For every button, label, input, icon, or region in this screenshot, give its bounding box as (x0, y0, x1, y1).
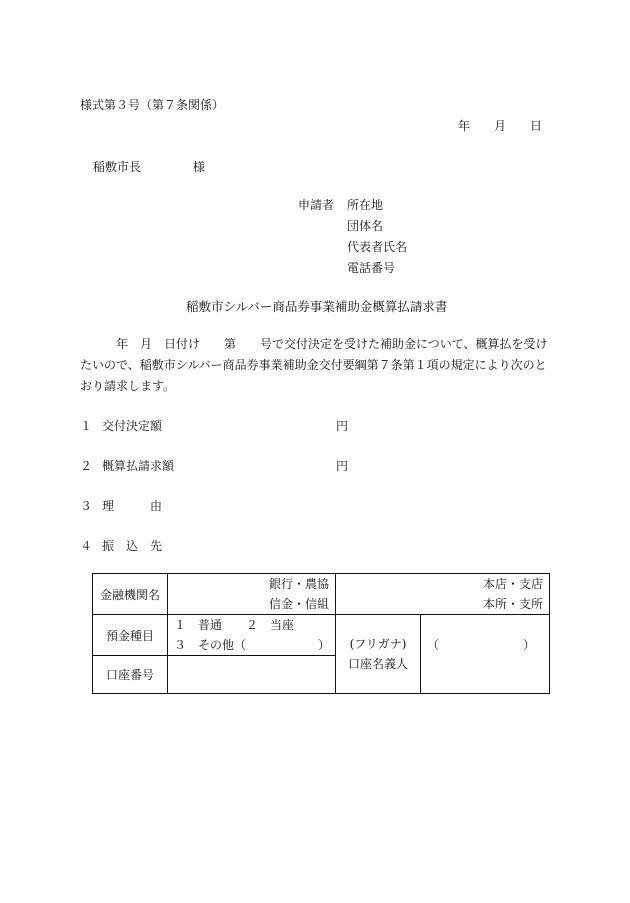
date-line (458, 117, 542, 134)
bank-types-2: 信金・信組 (268, 597, 329, 611)
item-number: ４ (80, 539, 93, 553)
item-number: ３ (80, 499, 93, 513)
account-holder-label: 口座名義人 (347, 657, 408, 671)
branch-types-1: 本店・支店 (482, 577, 543, 591)
branch-type-cell[interactable] (336, 574, 550, 615)
bank-type-cell[interactable] (168, 574, 336, 615)
item-reason (80, 497, 162, 514)
account-holder-cell[interactable] (421, 615, 550, 694)
bank-account-table (92, 573, 550, 694)
deposit-type-cell[interactable] (168, 615, 336, 656)
applicant-label: 申請者 (298, 198, 335, 212)
body-line-3: おり請求します。 (80, 379, 176, 393)
account-number-cell[interactable] (168, 656, 336, 694)
deposit-option-2: ３ その他（ ） (174, 638, 331, 652)
item-request-amount (80, 457, 174, 474)
date-month: 月 (494, 119, 507, 133)
yen-unit: 円 (336, 419, 349, 433)
applicant-organization-field: 団体名 (347, 219, 384, 233)
date-day: 日 (530, 119, 543, 133)
bank-types-1: 銀行・農協 (268, 577, 329, 591)
applicant-address-field: 所在地 (347, 198, 384, 212)
account-number-label: 口座番号 (93, 656, 168, 694)
applicant-phone-field: 電話番号 (347, 261, 396, 275)
yen-unit: 円 (336, 459, 349, 473)
item-label: 交付決定額 (102, 419, 163, 433)
item-number: １ (80, 419, 93, 433)
applicant-representative-field: 代表者氏名 (347, 240, 408, 254)
account-holder-label-cell (336, 615, 421, 694)
item-label: 概算払請求額 (102, 459, 175, 473)
item-decided-amount (80, 417, 162, 434)
item-label: 振 込 先 (102, 539, 163, 553)
furigana-label: (フリガナ) (349, 637, 407, 651)
furigana-paren: （ ） (427, 638, 536, 652)
date-year: 年 (458, 119, 471, 133)
item-number: ２ (80, 459, 93, 473)
deposit-type-label: 預金種目 (93, 615, 168, 656)
addressee (93, 158, 205, 175)
branch-types-2: 本所・支所 (482, 597, 543, 611)
addressee-name: 稲敷市長 (93, 160, 142, 174)
item-transfer-destination (80, 537, 162, 554)
body-line-2: たいので、稲敷市シルバー商品券事業補助金交付要綱第７条第１項の規定により次のと (80, 358, 547, 372)
item-label: 理 由 (102, 499, 163, 513)
request-body (80, 334, 550, 397)
institution-label: 金融機関名 (93, 574, 168, 615)
body-line-1: 年 月 日付け 第 号で交付決定を受けた補助金について、概算払を受け (116, 337, 548, 351)
deposit-option-1: １ 普通 ２ 当座 (174, 618, 295, 632)
addressee-honorific: 様 (193, 160, 206, 174)
form-number: 様式第３号（第７条関係） (80, 98, 225, 112)
document-title: 稲敷市シルバー商品券事業補助金概算払請求書 (186, 299, 448, 314)
